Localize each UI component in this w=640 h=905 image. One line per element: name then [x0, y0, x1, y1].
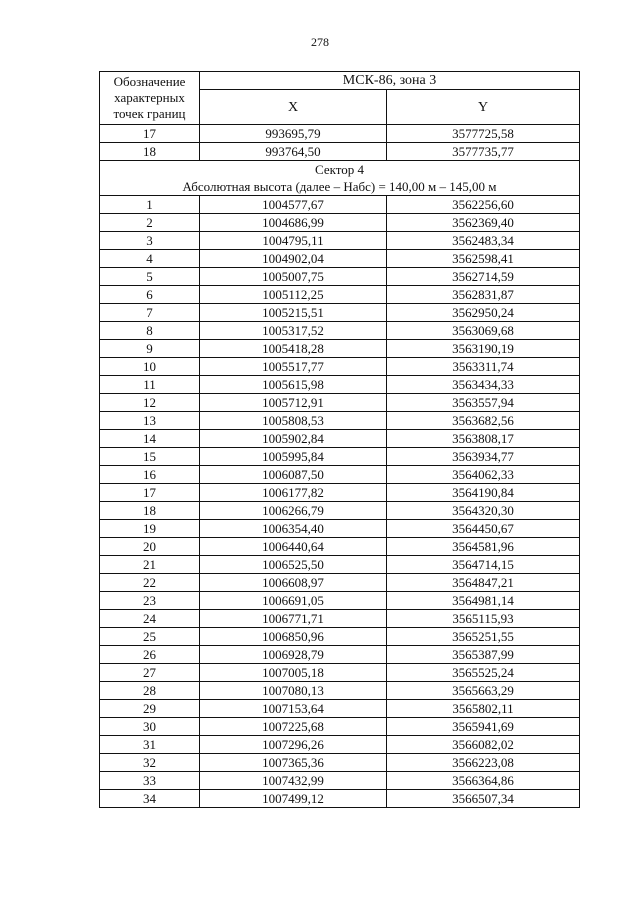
- x-coordinate: 1007499,12: [200, 790, 387, 808]
- coordinates-table: [99, 71, 580, 808]
- table-row: [100, 232, 580, 250]
- point-number: 22: [100, 574, 200, 592]
- x-coordinate: 1005615,98: [200, 376, 387, 394]
- x-coordinate: 1005808,53: [200, 412, 387, 430]
- table-row: [100, 502, 580, 520]
- point-number: 16: [100, 466, 200, 484]
- y-coordinate: 3563934,77: [387, 448, 580, 466]
- x-coordinate: 1007432,99: [200, 772, 387, 790]
- point-number: 23: [100, 592, 200, 610]
- point-number: 8: [100, 322, 200, 340]
- y-coordinate: 3564581,96: [387, 538, 580, 556]
- table-row: [100, 484, 580, 502]
- y-coordinate: 3564190,84: [387, 484, 580, 502]
- table-row: [100, 574, 580, 592]
- table-row: [100, 448, 580, 466]
- sector-header: [100, 161, 580, 196]
- table-row: [100, 143, 580, 161]
- point-number: 34: [100, 790, 200, 808]
- y-coordinate: 3566507,34: [387, 790, 580, 808]
- x-coordinate: 1004686,99: [200, 214, 387, 232]
- point-number: 7: [100, 304, 200, 322]
- point-number: 14: [100, 430, 200, 448]
- y-coordinate: 3564320,30: [387, 502, 580, 520]
- point-number: 19: [100, 520, 200, 538]
- y-coordinate: 3565387,99: [387, 646, 580, 664]
- y-coordinate: 3564450,67: [387, 520, 580, 538]
- table-row: [100, 754, 580, 772]
- y-coordinate: 3565525,24: [387, 664, 580, 682]
- sector-height: Абсолютная высота (далее – Набс) = 140,00 м – 145,00 м: [182, 179, 497, 194]
- point-number: 29: [100, 700, 200, 718]
- table-row: [100, 736, 580, 754]
- sector-block: [100, 161, 580, 196]
- sector-rows: [100, 196, 580, 808]
- y-coordinate: 3565802,11: [387, 700, 580, 718]
- y-coordinate: 3566364,86: [387, 772, 580, 790]
- point-number: 31: [100, 736, 200, 754]
- x-coordinate: 1005317,52: [200, 322, 387, 340]
- x-column-header: X: [200, 90, 387, 125]
- x-coordinate: 1007296,26: [200, 736, 387, 754]
- y-coordinate: 3562483,34: [387, 232, 580, 250]
- table-row: [100, 790, 580, 808]
- point-number: 17: [100, 125, 200, 143]
- table-row: [100, 340, 580, 358]
- table-row: [100, 700, 580, 718]
- page-number: 278: [311, 35, 329, 49]
- y-coordinate: 3565663,29: [387, 682, 580, 700]
- y-coordinate: 3563311,74: [387, 358, 580, 376]
- point-number: 30: [100, 718, 200, 736]
- table-row: [100, 250, 580, 268]
- table-row: [100, 412, 580, 430]
- x-coordinate: 1005215,51: [200, 304, 387, 322]
- y-coordinate: 3562831,87: [387, 286, 580, 304]
- point-number: 4: [100, 250, 200, 268]
- point-number: 18: [100, 143, 200, 161]
- y-coordinate: 3564981,14: [387, 592, 580, 610]
- x-coordinate: 1007005,18: [200, 664, 387, 682]
- y-coordinate: 3562256,60: [387, 196, 580, 214]
- point-number: 27: [100, 664, 200, 682]
- table-row: [100, 628, 580, 646]
- x-coordinate: 1004795,11: [200, 232, 387, 250]
- y-coordinate: 3563190,19: [387, 340, 580, 358]
- y-coordinate: 3562598,41: [387, 250, 580, 268]
- y-coordinate: 3565115,93: [387, 610, 580, 628]
- x-coordinate: 1006440,64: [200, 538, 387, 556]
- point-number: 10: [100, 358, 200, 376]
- table-row: [100, 466, 580, 484]
- y-coordinate: 3563069,68: [387, 322, 580, 340]
- table-row: [100, 286, 580, 304]
- point-number: 21: [100, 556, 200, 574]
- y-coordinate: 3562714,59: [387, 268, 580, 286]
- x-coordinate: 1004902,04: [200, 250, 387, 268]
- x-coordinate: 993764,50: [200, 143, 387, 161]
- table-row: [100, 358, 580, 376]
- y-coordinate: 3563682,56: [387, 412, 580, 430]
- point-number: 13: [100, 412, 200, 430]
- x-coordinate: 1006850,96: [200, 628, 387, 646]
- y-coordinate: 3577735,77: [387, 143, 580, 161]
- x-coordinate: 1005112,25: [200, 286, 387, 304]
- x-coordinate: 1005712,91: [200, 394, 387, 412]
- point-number: 24: [100, 610, 200, 628]
- table-row: [100, 772, 580, 790]
- table-row: [100, 556, 580, 574]
- x-coordinate: 1007080,13: [200, 682, 387, 700]
- point-number: 26: [100, 646, 200, 664]
- y-coordinate: 3565251,55: [387, 628, 580, 646]
- table-row: [100, 268, 580, 286]
- sector-title: Сектор 4: [315, 162, 365, 177]
- table-row: [100, 718, 580, 736]
- point-number: 1: [100, 196, 200, 214]
- x-coordinate: 1005995,84: [200, 448, 387, 466]
- x-coordinate: 1006691,05: [200, 592, 387, 610]
- point-number: 28: [100, 682, 200, 700]
- y-coordinate: 3563557,94: [387, 394, 580, 412]
- x-coordinate: 1007153,64: [200, 700, 387, 718]
- x-coordinate: 1006928,79: [200, 646, 387, 664]
- x-coordinate: 993695,79: [200, 125, 387, 143]
- x-coordinate: 1006608,97: [200, 574, 387, 592]
- y-coordinate: 3564847,21: [387, 574, 580, 592]
- point-number: 17: [100, 484, 200, 502]
- y-coordinate: 3563808,17: [387, 430, 580, 448]
- y-coordinate: 3577725,58: [387, 125, 580, 143]
- table-row: [100, 394, 580, 412]
- point-number: 32: [100, 754, 200, 772]
- table-row: [100, 592, 580, 610]
- table-row: [100, 610, 580, 628]
- y-coordinate: 3562950,24: [387, 304, 580, 322]
- point-number: 9: [100, 340, 200, 358]
- point-number: 25: [100, 628, 200, 646]
- x-coordinate: 1006771,71: [200, 610, 387, 628]
- table-row: [100, 322, 580, 340]
- point-number: 20: [100, 538, 200, 556]
- y-coordinate: 3566223,08: [387, 754, 580, 772]
- point-number: 11: [100, 376, 200, 394]
- x-coordinate: 1006525,50: [200, 556, 387, 574]
- rows-before-sector: [100, 125, 580, 161]
- point-number: 12: [100, 394, 200, 412]
- y-coordinate: 3565941,69: [387, 718, 580, 736]
- point-number: 18: [100, 502, 200, 520]
- table-row: [100, 682, 580, 700]
- point-number: 3: [100, 232, 200, 250]
- x-coordinate: 1005418,28: [200, 340, 387, 358]
- table-row: [100, 304, 580, 322]
- point-number: 15: [100, 448, 200, 466]
- table-row: [100, 125, 580, 143]
- table-row: [100, 664, 580, 682]
- x-coordinate: 1006266,79: [200, 502, 387, 520]
- point-number: 2: [100, 214, 200, 232]
- y-coordinate: 3566082,02: [387, 736, 580, 754]
- y-coordinate: 3564062,33: [387, 466, 580, 484]
- x-coordinate: 1006087,50: [200, 466, 387, 484]
- y-coordinate: 3563434,33: [387, 376, 580, 394]
- table-row: [100, 520, 580, 538]
- x-coordinate: 1006177,82: [200, 484, 387, 502]
- table-row: [100, 376, 580, 394]
- table-row: [100, 214, 580, 232]
- point-column-header: Обозначение характерных точек границ: [100, 72, 200, 125]
- point-number: 6: [100, 286, 200, 304]
- x-coordinate: 1005007,75: [200, 268, 387, 286]
- x-coordinate: 1005517,77: [200, 358, 387, 376]
- y-column-header: Y: [387, 90, 580, 125]
- x-coordinate: 1005902,84: [200, 430, 387, 448]
- x-coordinate: 1007225,68: [200, 718, 387, 736]
- table-header: [100, 72, 580, 125]
- table-row: [100, 430, 580, 448]
- point-number: 5: [100, 268, 200, 286]
- x-coordinate: 1004577,67: [200, 196, 387, 214]
- point-number: 33: [100, 772, 200, 790]
- y-coordinate: 3564714,15: [387, 556, 580, 574]
- y-coordinate: 3562369,40: [387, 214, 580, 232]
- x-coordinate: 1006354,40: [200, 520, 387, 538]
- x-coordinate: 1007365,36: [200, 754, 387, 772]
- table-row: [100, 646, 580, 664]
- table-row: [100, 196, 580, 214]
- coordinate-system-header: МСК-86, зона 3: [200, 72, 580, 90]
- table-row: [100, 538, 580, 556]
